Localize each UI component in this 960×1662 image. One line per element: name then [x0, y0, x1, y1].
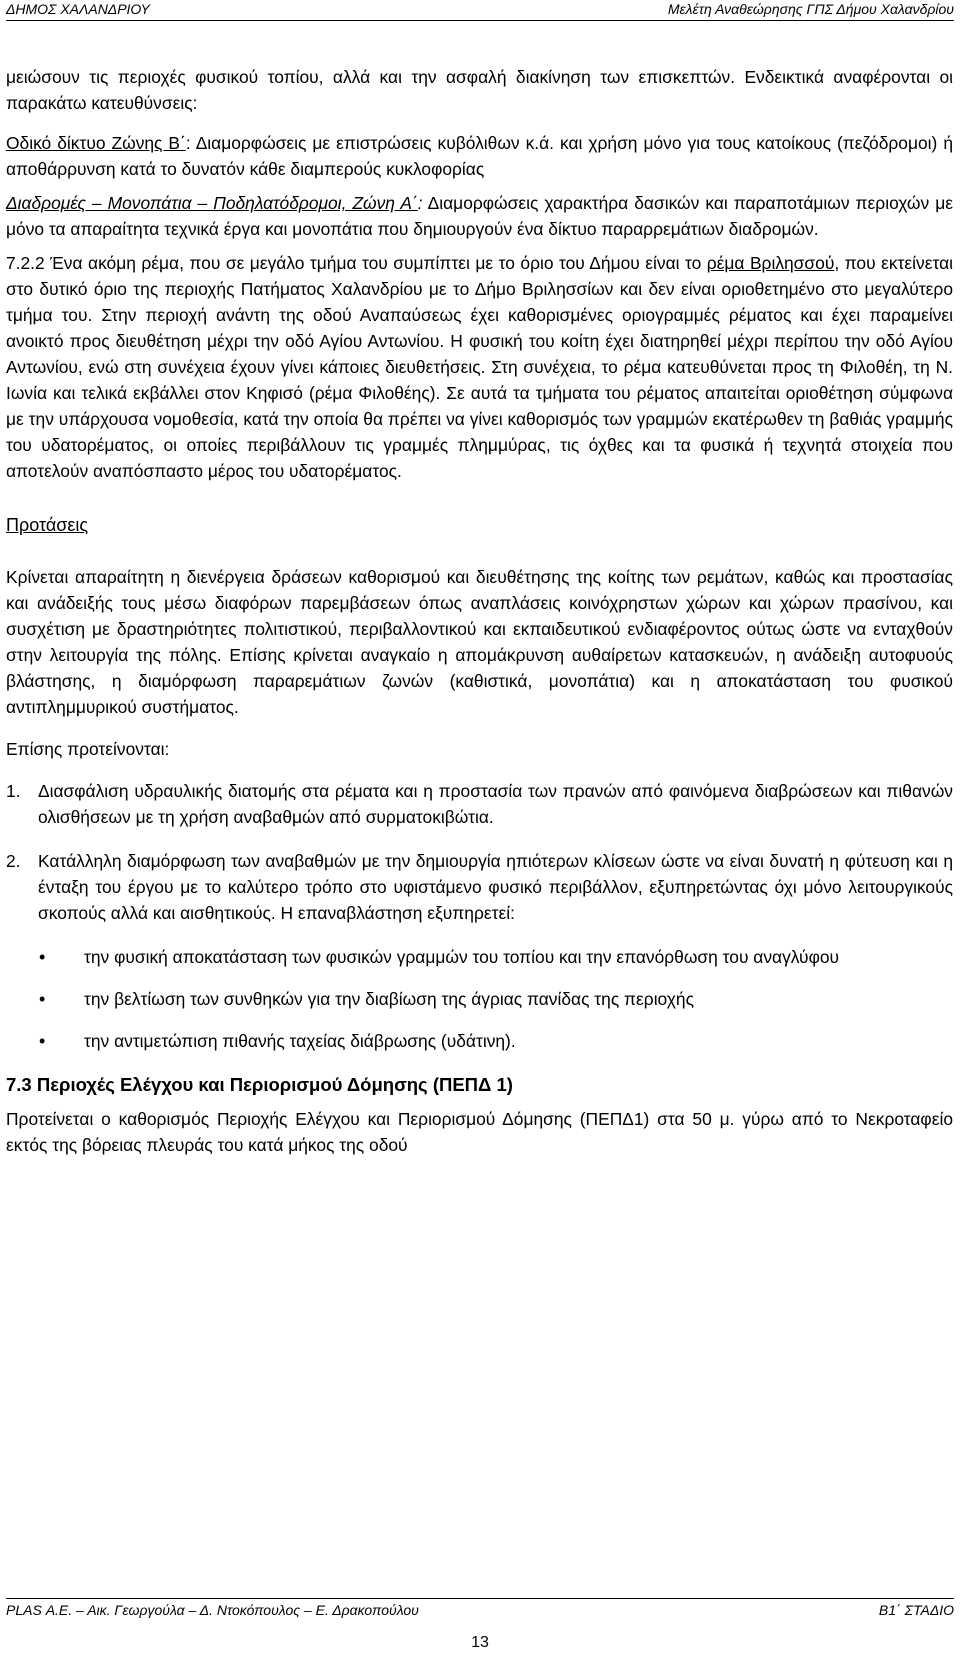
bullet-text: την φυσική αποκατάσταση των φυσικών γραμμών του τοπίου και την επανόρθωση του αναγλύφου — [84, 947, 840, 967]
page-header — [6, 0, 954, 21]
item-number: 1. — [6, 781, 21, 801]
bullet-icon: • — [39, 989, 46, 1009]
zone-a-label: Διαδρομές – Μονοπάτια – Ποδηλατόδρομοι, Ζώνη Α΄ — [6, 193, 418, 213]
bullet-item — [6, 944, 953, 970]
document-body — [6, 64, 953, 1158]
numbered-item — [6, 778, 953, 830]
paragraph-zone-b — [6, 130, 953, 182]
bullet-icon: • — [39, 1031, 46, 1051]
footer-stage: Β1΄ ΣΤΑΔΙΟ — [878, 1602, 954, 1618]
bullet-text: την βελτίωση των συνθηκών για την διαβίωση της άγριας πανίδας της περιοχής — [84, 989, 694, 1009]
zone-b-label: Οδικό δίκτυο Ζώνης Β΄ — [6, 133, 186, 153]
bullet-item — [6, 1028, 953, 1054]
page-number: 13 — [471, 1634, 489, 1651]
bullet-text: την αντιμετώπιση πιθανής ταχείας διάβρωσης (υδάτινη). — [84, 1031, 516, 1051]
p722-stream-name: ρέμα Βριλησσού — [706, 253, 835, 273]
paragraph-7-3: Προτείνεται ο καθορισμός Περιοχής Ελέγχου και Περιορισμού Δόμησης (ΠΕΠΔ1) στα 50 μ. γύρω από το Νεκροταφείο εκτός της βόρειας πλευράς του κατά μήκος της οδού — [6, 1109, 953, 1155]
heading-proposals: Προτάσεις — [6, 515, 89, 535]
header-municipality: ΔΗΜΟΣ ΧΑΛΑΝΔΡΙΟΥ — [6, 1, 150, 17]
p722-start: 7.2.2 Ένα ακόμη ρέμα, που σε μεγάλο τμήμα του συμπίπτει με το όριο του Δήμου είναι το — [6, 253, 707, 273]
zone-a-text: Διαμορφώσεις χαρακτήρα δασικών και παραποτάμιων περιοχών με μόνο τα απαραίτητα τεχνικά έργα και μονοπάτια που δημιουργούν ένα δίκτυο παραρρεμάτιων διαδρομών. — [6, 193, 953, 239]
bullet-item — [6, 986, 953, 1012]
paragraph-7-2-2 — [6, 250, 953, 484]
paragraph-intro: μειώσουν τις περιοχές φυσικού τοπίου, αλλά και την ασφαλή διακίνηση των επισκεπτών. Ενδεικτικά αναφέρονται οι παρακάτω κατευθύνσεις: — [6, 67, 953, 113]
header-study-title: Μελέτη Αναθεώρησης ΓΠΣ Δήμου Χαλανδρίου — [667, 1, 954, 17]
paragraph-also-proposed: Επίσης προτείνονται: — [6, 739, 170, 759]
item-number: 2. — [6, 851, 21, 871]
page-footer — [6, 1598, 954, 1619]
numbered-item — [6, 848, 953, 926]
paragraph-zone-a — [6, 190, 953, 242]
item-text: Διασφάλιση υδραυλικής διατομής στα ρέματα και η προστασία των πρανών από φαινόμενα διαβρώσεων και πιθανών ολισθήσεων με τη χρήση αναβαθμών από συρματοκιβώτια. — [38, 781, 953, 827]
item-text: Κατάλληλη διαμόρφωση των αναβαθμών με την δημιουργία ηπιότερων κλίσεων ώστε να είναι δυνατή η φύτευση και η ένταξη του έργου με το καλύτερο τρόπο στο υφιστάμενο φυσικό περιβάλλον, εξυπηρετώντας όχι μόνο λειτουργικούς σκοπούς αλλά και αισθητικούς. Η επαναβλάστηση εξυπηρετεί: — [38, 851, 953, 923]
paragraph-proposals: Κρίνεται απαραίτητη η διενέργεια δράσεων καθορισμού και διευθέτησης της κοίτης των ρεμάτων, καθώς και προστασίας και ανάδειξής τους μέσω διαφόρων παρεμβάσεων όπως αναπλάσεις κοινόχρηστων χώρων και χώρων πρασίνου, και συσχέτιση με δραστηριότητες πολιτιστικού, περιβαλλοντικού και εκπαιδευτικού ενδιαφέροντος ούτως ώστε να ενταχθούν στην λειτουργία της πόλης. Επίσης κρίνεται αναγκαίο η απομάκρυνση αυθαίρετων κατασκευών, η ανάδειξη αυτοφυούς βλάστησης, η διαμόρφωση παραρεμάτιων ζωνών (καθιστικά, μονοπάτια) και η αποκατάσταση του φυσικού αντιπλημμυρικού συστήματος. — [6, 567, 953, 717]
section-title-7-3: 7.3 Περιοχές Ελέγχου και Περιορισμού Δόμησης (ΠΕΠΔ 1) — [6, 1074, 513, 1095]
bullet-icon: • — [39, 947, 46, 967]
p722-rest: , που εκτείνεται στο δυτικό όριο της περιοχής Πατήματος Χαλανδρίου με το Δήμο Βριλησσίων και δεν είναι οριοθετημένο στο μεγαλύτερο τμήμα του. Στην περιοχή ανάντη της οδού Αναπαύσεως έχει καθορισμένες οριογραμμές ρέματος και έχει παραμείνει ανοικτό προς διευθέτηση μέχρι την οδό Αγίου Αντωνίου. Η φυσική του κοίτη έχει διατηρηθεί μέχρι περίπου την οδό Αγίου Αντωνίου, ενώ στη συνέχεια έχουν γίνει κάποιες διευθετήσεις. Στη συνέχεια, το ρέμα κατευθύνεται προς τη Φιλοθέη, τη Ν. Ιωνία και τελικά εκβάλλει στον Κηφισό (ρέμα Φιλοθέης). Σε αυτά τα τμήματα του ρέματος απαιτείται οριοθέτηση σύμφωνα με την υπάρχουσα νομοθεσία, κατά την οποία θα πρέπει να γίνει καθορισμός των γραμμών εκατέρωθεν τη βαθιάς γραμμής του υδατορέματος, οι οποίες περιβάλλουν τις γραμμές πλημμύρας, τις όχθες και τα φυσικά ή τεχνητά στοιχεία που αποτελούν αναπόσπαστο μέρος του υδατορέματος. — [6, 253, 953, 481]
footer-authors: PLAS Α.Ε. – Αικ. Γεωργούλα – Δ. Ντοκόπουλος – Ε. Δρακοπούλου — [6, 1602, 419, 1618]
zone-b-text: : Διαμορφώσεις με επιστρώσεις κυβόλιθων κ.ά. και χρήση μόνο για τους κατοίκους (πεζόδρομοι) ή αποθάρρυνση κατά το δυνατόν κάθε διαμπερούς κυκλοφορίας — [6, 133, 953, 179]
zone-a-colon: : — [417, 193, 423, 213]
